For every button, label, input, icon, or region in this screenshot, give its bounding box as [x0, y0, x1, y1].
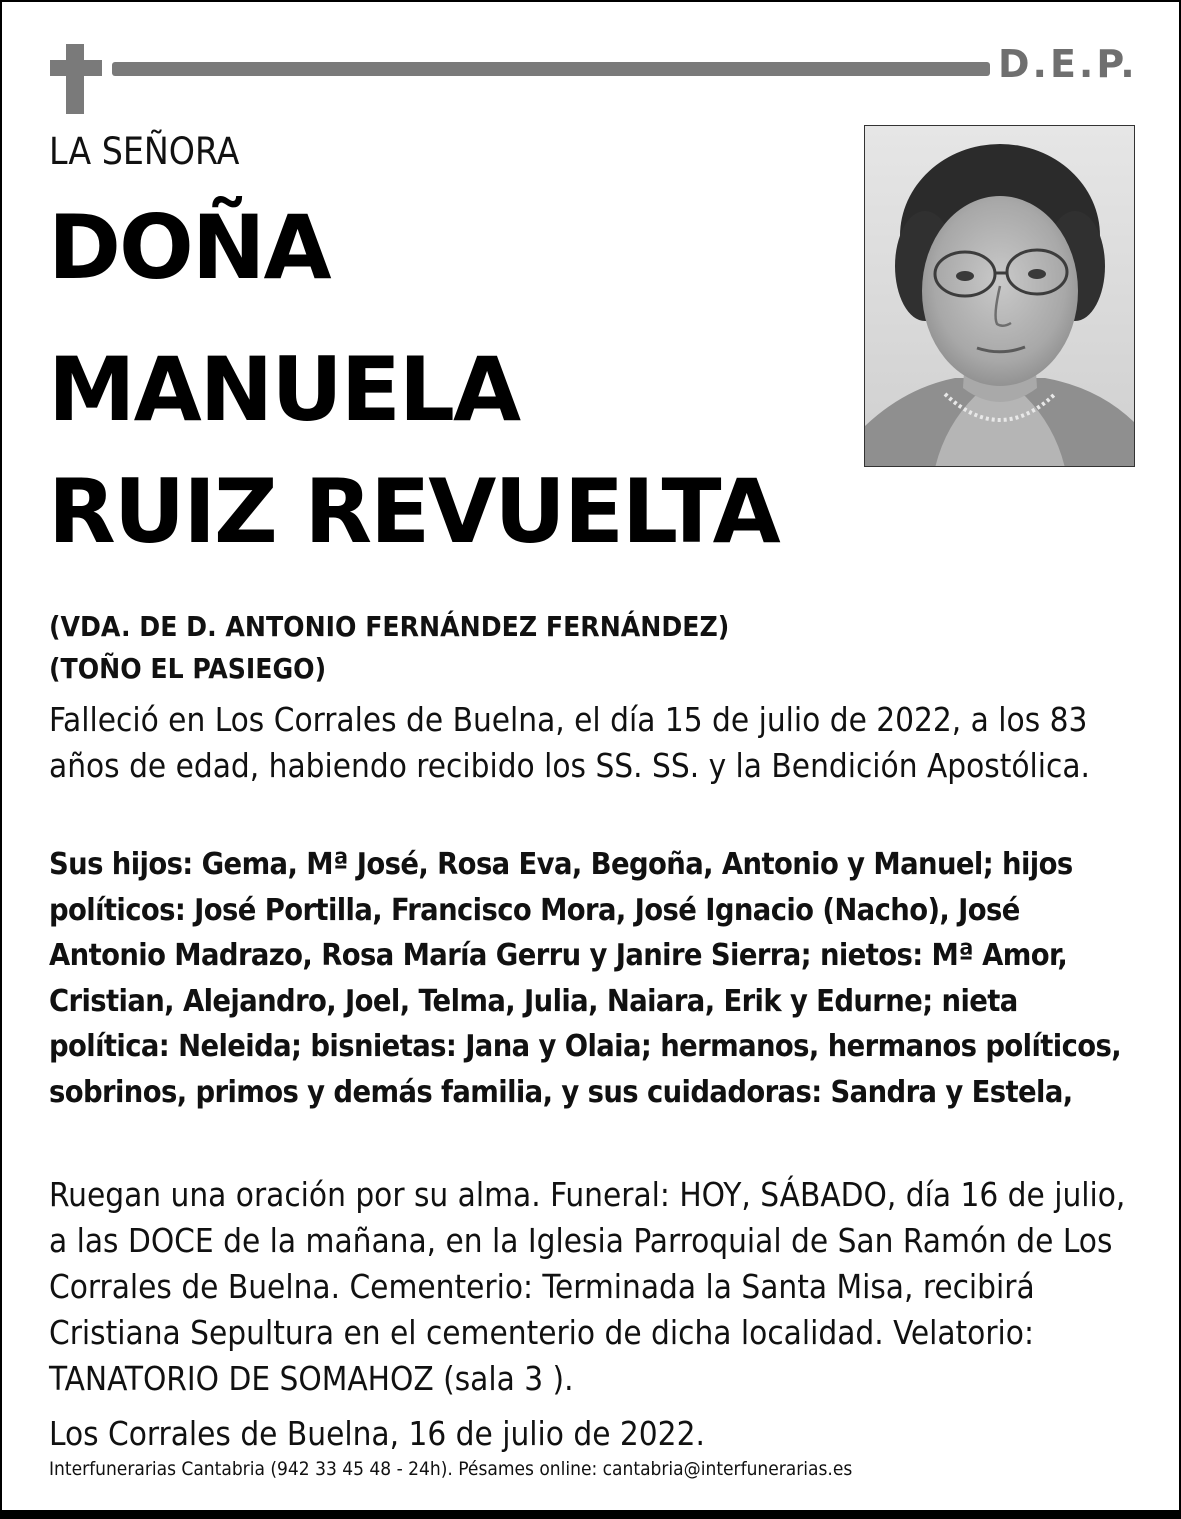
death-notice: Falleció en Los Corrales de Buelna, el día 15 de julio de 2022, a los 83 años de edad, habiendo recibido los SS. SS. y la Bendición Apostólica. — [49, 700, 1090, 785]
widow-of-block — [49, 606, 1139, 690]
deceased-name-line-2: MANUELA — [48, 338, 520, 441]
family-list: Sus hijos: Gema, Mª José, Rosa Eva, Begoña, Antonio y Manuel; hijos políticos: José Portilla, Francisco Mora, José Ignacio (Nacho), José Antonio Madrazo, Rosa María Gerru y Janire Sierra; nietos: Mª Amor, Cristian, Alejandro, Joel, Telma, Julia, Naiara, Erik y Edurne; nieta política: Neleida; bisnietas: Jana y Olaia; hermanos, hermanos políticos, sobrinos, primos y demás familia, y sus cuidadoras: Sandra y Estela, — [49, 847, 1122, 1110]
header-rule — [112, 62, 990, 76]
nickname-text: (TOÑO EL PASIEGO) — [49, 652, 327, 685]
bottom-border — [2, 1510, 1181, 1519]
cross-icon — [50, 44, 102, 114]
portrait-photo — [864, 125, 1135, 467]
dep-label: D.E.P. — [998, 42, 1138, 86]
widow-of-text: (VDA. DE D. ANTONIO FERNÁNDEZ FERNÁNDEZ) — [49, 610, 730, 643]
deceased-prefix: LA SEÑORA — [49, 130, 240, 173]
deceased-name-line-3: RUIZ REVUELTA — [48, 460, 779, 563]
funeral-details: Ruegan una oración por su alma. Funeral: HOY, SÁBADO, día 16 de julio, a las DOCE de la mañana, en la Iglesia Parroquial de San Ramón de Los Corrales de Buelna. Cementerio: Terminada la Santa Misa, recibirá Cristiana Sepultura en el cementerio de dicha localidad. Velatorio: TANATORIO DE SOMAHOZ (sala 3 ). — [49, 1175, 1126, 1398]
deceased-name-line-1: DOÑA — [48, 196, 330, 299]
place-and-date: Los Corrales de Buelna, 16 de julio de 2022. — [49, 1414, 705, 1453]
funeral-home-footer: Interfunerarias Cantabria (942 33 45 48 - 24h). Pésames online: cantabria@interfunerarias.es — [49, 1458, 853, 1480]
